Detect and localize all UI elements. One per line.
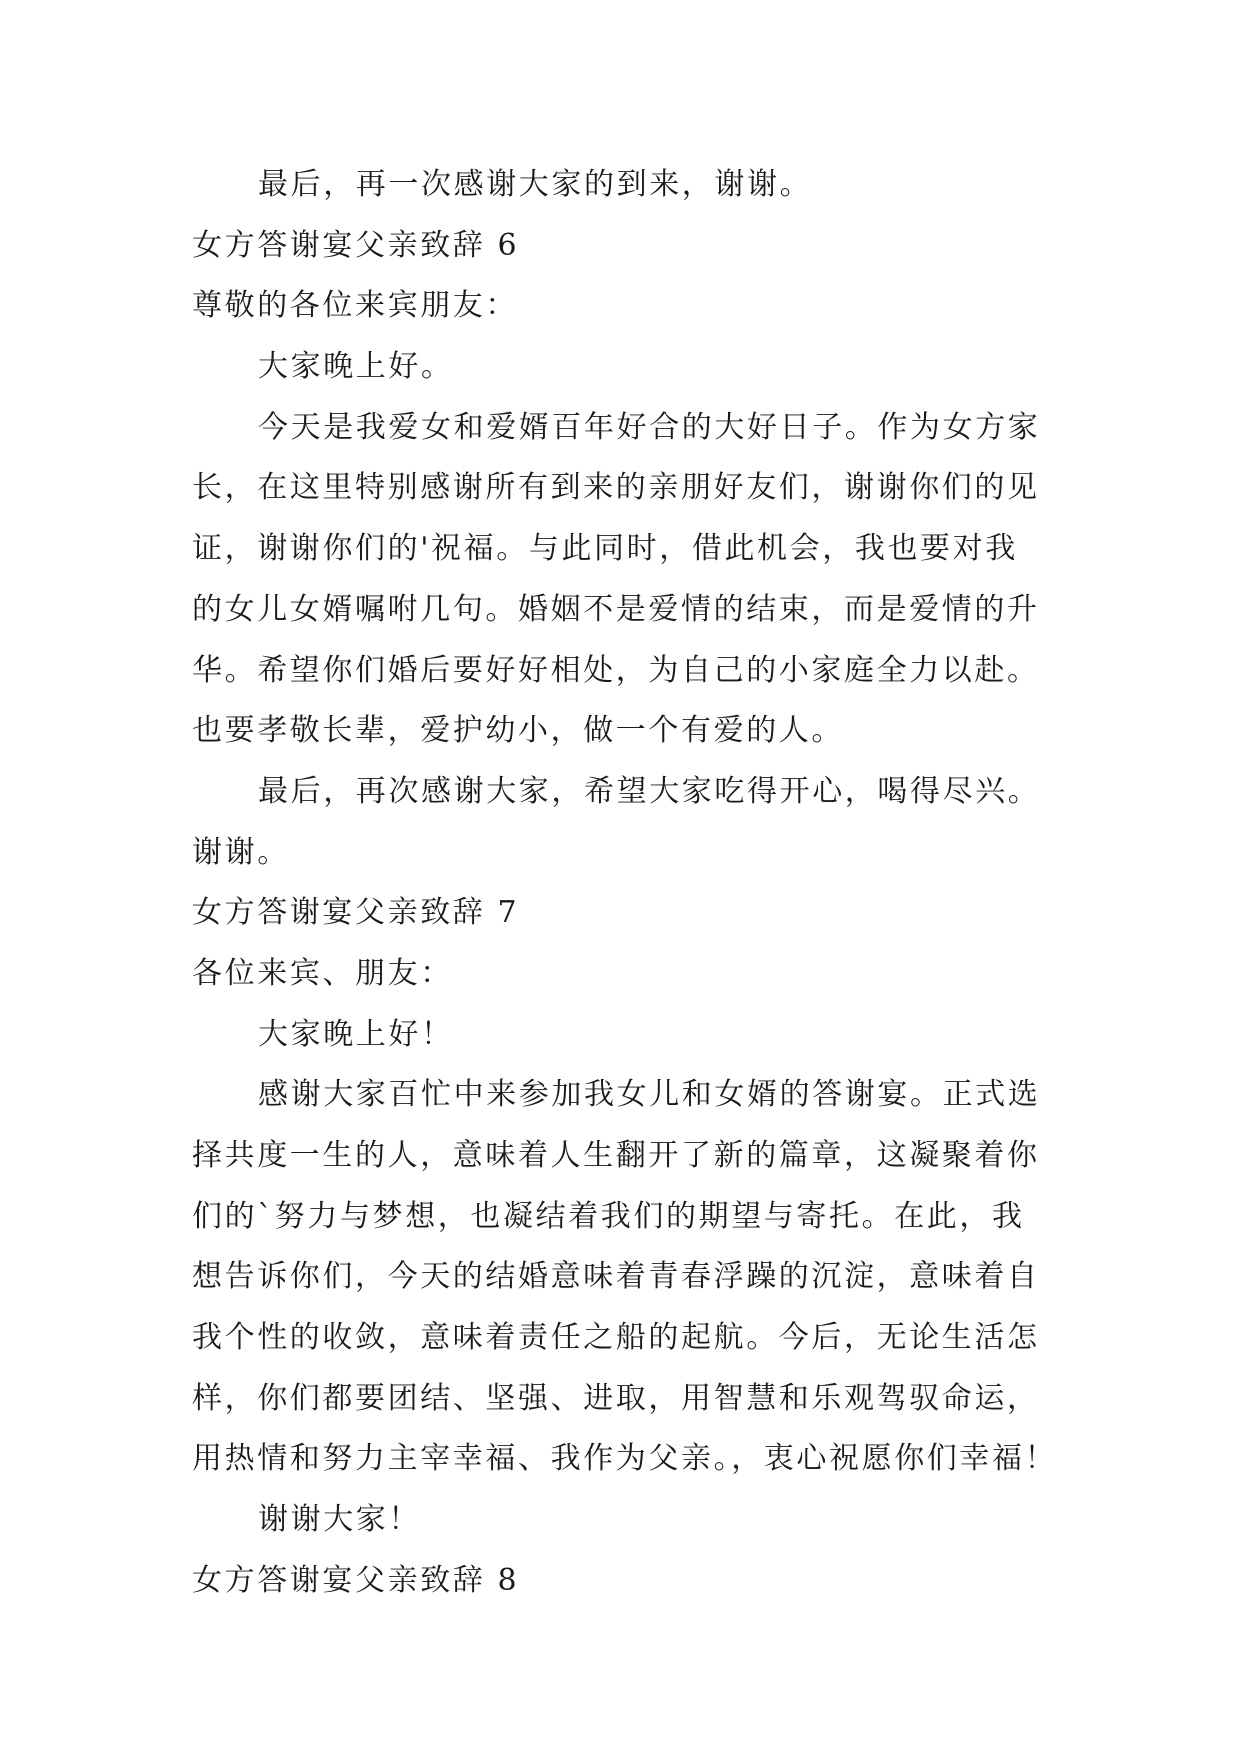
paragraph-line: 想告诉你们，今天的结婚意味着青春浮躁的沉淀，意味着自 [192, 1259, 1040, 1295]
paragraph-line: 择共度一生的人，意味着人生翻开了新的篇章，这凝聚着你 [192, 1138, 1040, 1173]
paragraph-line: 感谢大家百忙中来参加我女儿和女婿的答谢宴。正式选 [258, 1077, 1041, 1113]
paragraph-line: 长，在这里特别感谢所有到来的亲朋好友们，谢谢你们的见 [192, 470, 1040, 506]
paragraph-line: 今天是我爱女和爱婿百年好合的大好日子。作为女方家 [258, 409, 1041, 445]
paragraph-line: 用热情和努力主宰幸福、我作为父亲。，衷心祝愿你们幸福！ [192, 1441, 1058, 1477]
closing-line: 谢谢大家！ [258, 1502, 421, 1538]
greeting: 大家晚上好！ [258, 1016, 454, 1052]
salutation: 尊敬的各位来宾朋友： [192, 288, 518, 324]
paragraph-line: 们的`努力与梦想，也凝结着我们的期望与寄托。在此，我 [192, 1198, 1025, 1234]
paragraph-line: 证，谢谢你们的'祝福。与此同时，借此机会，我也要对我 [192, 531, 1018, 567]
paragraph-line: 华。希望你们婚后要好好相处，为自己的小家庭全力以赴。 [192, 652, 1040, 688]
paragraph-line: 最后，再一次感谢大家的到来，谢谢。 [258, 167, 813, 202]
paragraph-line: 样，你们都要团结、坚强、进取，用智慧和乐观驾驭命运， [192, 1380, 1040, 1416]
document-body [192, 155, 1058, 1612]
salutation: 各位来宾、朋友： [192, 955, 453, 991]
paragraph-line: 我个性的收敛，意味着责任之船的起航。今后，无论生活怎 [192, 1320, 1040, 1356]
greeting: 大家晚上好。 [258, 349, 454, 385]
paragraph-line: 也要孝敬长辈，爱护幼小，做一个有爱的人。 [192, 713, 844, 749]
paragraph-line: 的女儿女婿嘱咐几句。婚姻不是爱情的结束，而是爱情的升 [192, 591, 1040, 627]
paragraph-line: 最后，再次感谢大家，希望大家吃得开心，喝得尽兴。 [258, 773, 1041, 809]
section-heading-8: 女方答谢宴父亲致辞 8 [192, 1562, 520, 1598]
paragraph-line: 谢谢。 [192, 834, 290, 870]
section-heading-7: 女方答谢宴父亲致辞 7 [192, 895, 520, 931]
section-heading-6: 女方答谢宴父亲致辞 6 [192, 227, 520, 263]
